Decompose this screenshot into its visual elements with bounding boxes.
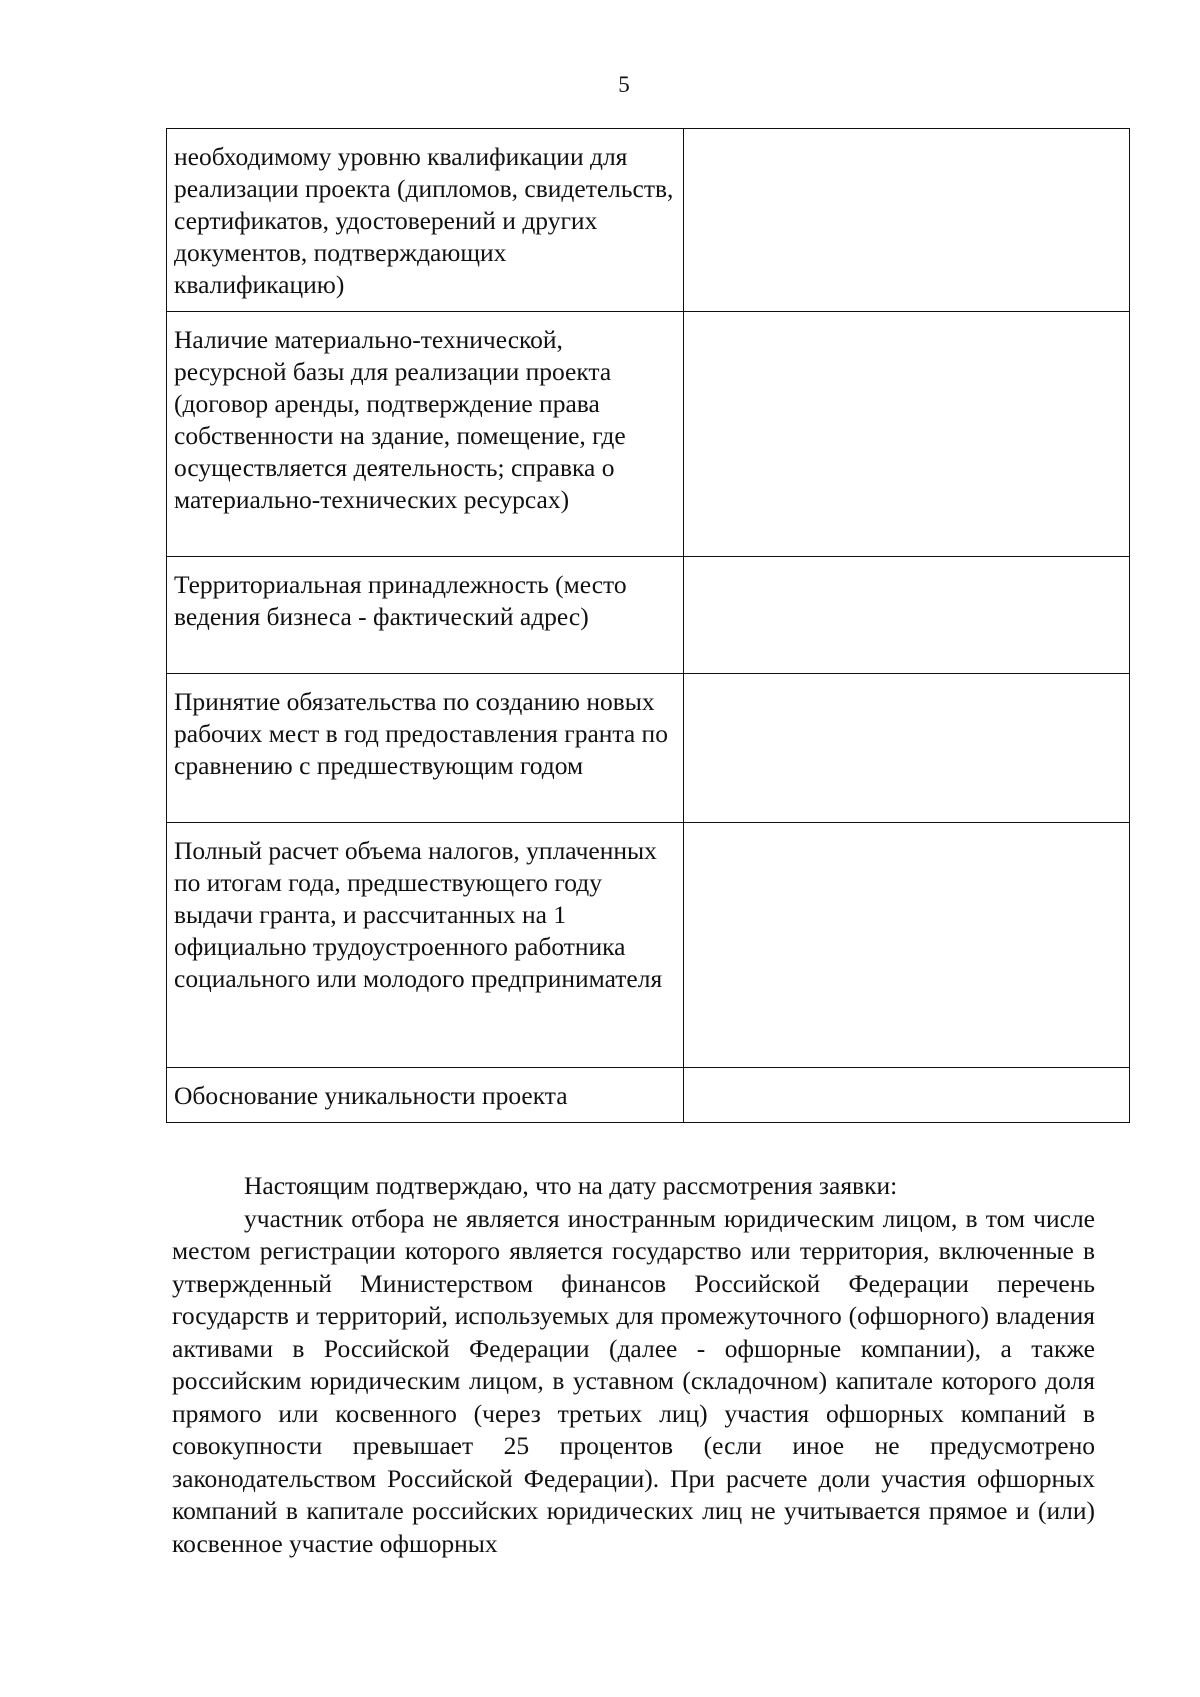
- confirmation-text: [172, 1170, 1095, 1560]
- table-row: [167, 1068, 1130, 1123]
- table-row: [167, 823, 1130, 1068]
- criterion-label: Обоснование уникальности проекта: [167, 1068, 684, 1123]
- criterion-value: [684, 823, 1130, 1068]
- table-row: [167, 129, 1130, 312]
- criterion-value: [684, 312, 1130, 557]
- table-row: [167, 312, 1130, 557]
- criterion-value: [684, 1068, 1130, 1123]
- criterion-label: Принятие обязательства по созданию новых рабочих мест в год предоставления гранта по сравнению с предшествующим годом: [167, 674, 684, 823]
- criterion-value: [684, 557, 1130, 674]
- criterion-value: [684, 129, 1130, 312]
- table-row: [167, 557, 1130, 674]
- criterion-value: [684, 674, 1130, 823]
- criteria-table: [166, 128, 1130, 1123]
- confirmation-paragraph: участник отбора не является иностранным юридическим лицом, в том числе местом регистрации которого является государство или территория, включенные в утвержденный Министерством финансов Российской Федерации перечень государств и территорий, используемых для промежуточного (офшорного) владения активами в Российской Федерации (далее - офшорные компании), а также российским юридическим лицом, в уставном (складочном) капитале которого доля прямого или косвенного (через третьих лиц) участия офшорных компаний в совокупности превышает 25 процентов (если иное не предусмотрено законодательством Российской Федерации). При расчете доли участия офшорных компаний в капитале российских юридических лиц не учитывается прямое и (или) косвенное участие офшорных: [172, 1203, 1095, 1558]
- confirmation-intro: Настоящим подтверждаю, что на дату рассмотрения заявки:: [244, 1171, 898, 1200]
- page-number: 5: [618, 72, 630, 97]
- table-row: [167, 674, 1130, 823]
- criterion-label: Наличие материально-технической, ресурсной базы для реализации проекта (договор аренды, подтверждение права собственности на здание, помещение, где осуществляется деятельность; справка о материально-технических ресурсах): [167, 312, 684, 557]
- criterion-label: Полный расчет объема налогов, уплаченных по итогам года, предшествующего году выдачи гранта, и рассчитанных на 1 официально трудоустроенного работника социального или молодого предпринимателя: [167, 823, 684, 1068]
- criterion-label: необходимому уровню квалификации для реализации проекта (дипломов, свидетельств, сертификатов, удостоверений и других документов, подтверждающих квалификацию): [167, 129, 684, 312]
- criterion-label: Территориальная принадлежность (место ведения бизнеса - фактический адрес): [167, 557, 684, 674]
